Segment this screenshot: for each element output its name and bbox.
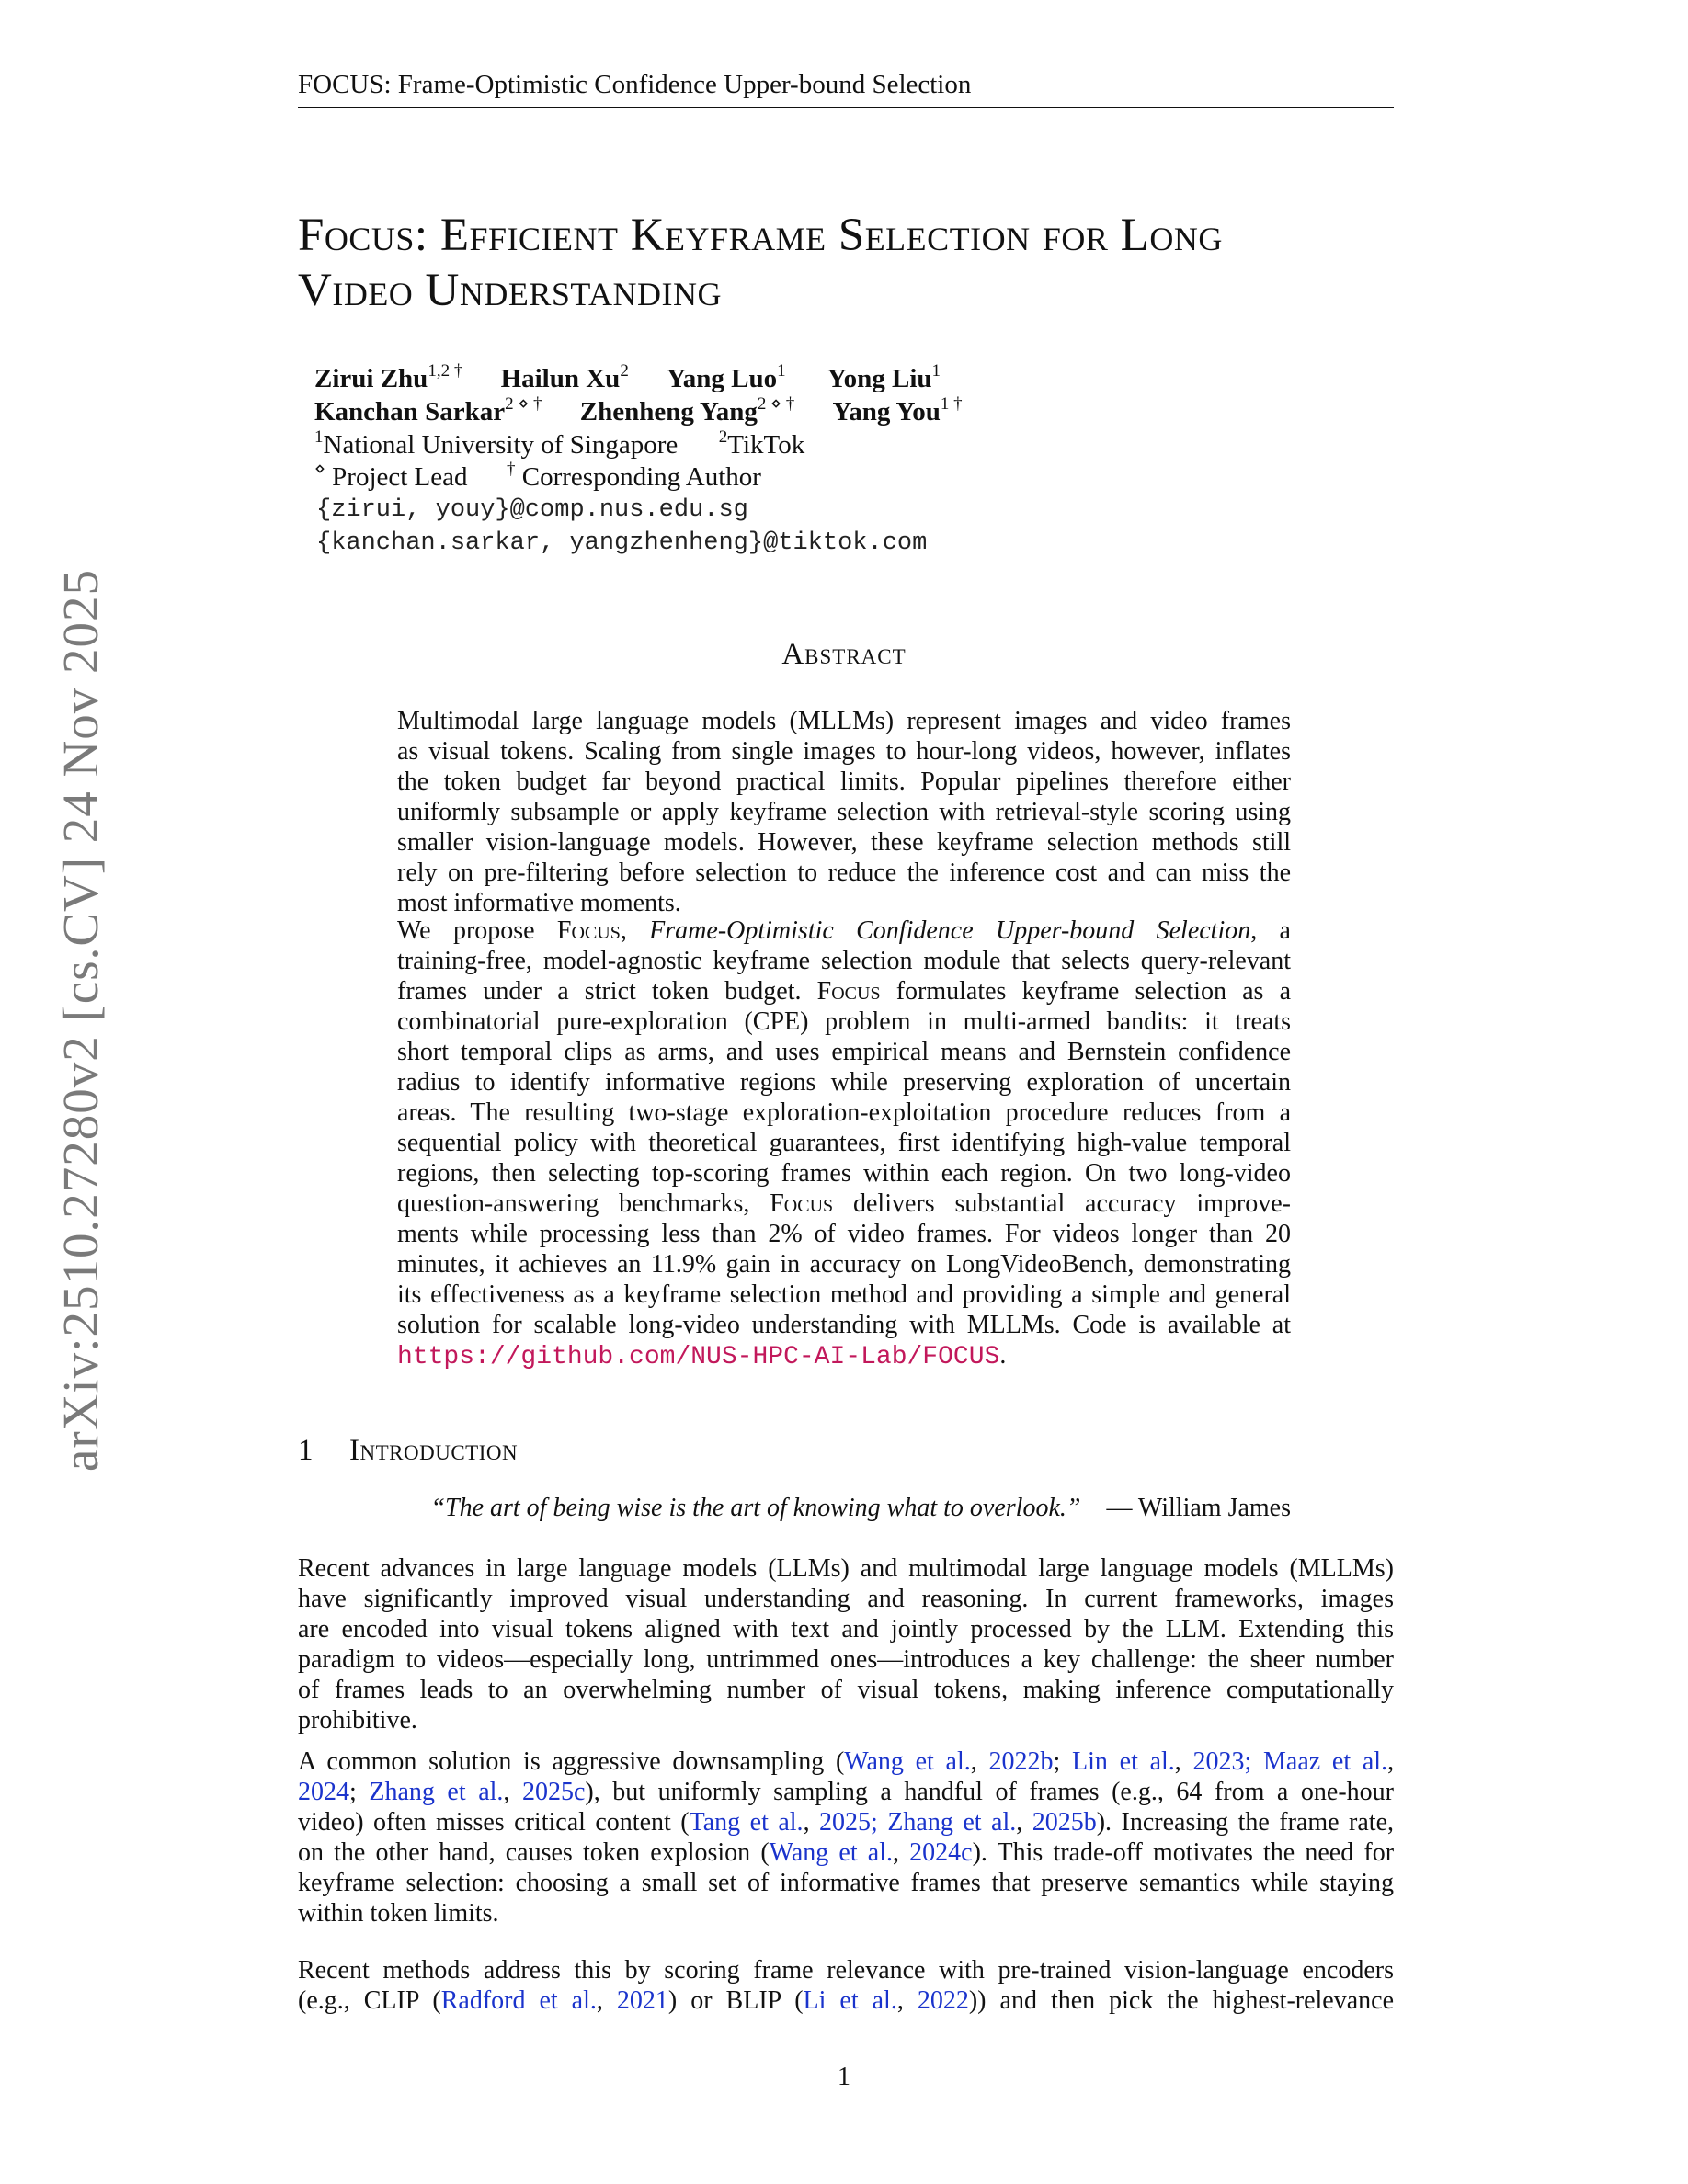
title-line-2: Video Understanding — [298, 265, 722, 316]
citation-link[interactable]: Zhang et al. — [369, 1778, 504, 1806]
running-header: FOCUS: Frame-Optimistic Confidence Upper-bound Selection — [298, 70, 972, 99]
arxiv-stamp: arXiv:2510.27280v2 [cs.CV] 24 Nov 2025 — [52, 568, 108, 1473]
author: Yong Liu$^1$ — [827, 361, 941, 393]
author: Yang Luo$^1$ — [667, 361, 786, 393]
author-line-1 — [314, 361, 941, 394]
author-roles: ⋄ Project Lead † Corresponding Author — [314, 460, 761, 492]
citation-link[interactable]: 2025c — [521, 1778, 586, 1806]
section-title: Introduction — [349, 1434, 519, 1467]
citation-link[interactable]: 2022b — [988, 1747, 1054, 1776]
page-number: 1 — [838, 2063, 850, 2091]
title-line-1: Focus: Efficient Keyframe Selection for Long — [298, 210, 1223, 261]
citation-link[interactable]: Li et al. — [803, 1986, 897, 2015]
author: Zirui Zhu$^{1,2 \dagger}$ — [314, 361, 463, 393]
epigraph — [397, 1494, 1291, 1523]
abstract-paragraph-1: Multimodal large language models (MLLMs) represent images and video frames as visual tokens. Scaling from single images to hour-long videos, however, inflates the token budget far beyond practical limits. Popular pipelines therefore either uniformly subsample or apply keyframe selection with retrieval-style scoring using smaller vision-language models. However, these keyframe selection methods still rely on pre-filtering before selection to reduce the inference cost and can miss the most informative moments. — [397, 707, 1291, 917]
citation-link[interactable]: Zhang et al. — [887, 1808, 1017, 1837]
citation-link[interactable]: 2024 — [298, 1778, 349, 1806]
author-line-2 — [314, 394, 963, 427]
citation-link[interactable]: Maaz et al. — [1263, 1747, 1388, 1776]
section-number: 1 — [298, 1434, 314, 1467]
abstract-heading: Abstract — [781, 638, 907, 671]
citation-link[interactable]: 2023 — [1192, 1747, 1245, 1776]
epigraph-quote: “The art of being wise is the art of knowing what to overlook.” — [430, 1494, 1081, 1522]
intro-paragraph-2: A common solution is aggressive downsampling (Wang et al., 2022b; Lin et al., 2023; Maaz et al., 2024; Zhang et al., 2025c), but uniformly sampling a handful of frames (e.g., 64 from a one-hour video) often misses critical content (Tang et al., 2025; Zhang et al., 2025b). Increasing the frame rate, on the other hand, causes token explosion (Wang et al., 2024c). This trade-off motivates the need for keyframe selection: choosing a small set of informative frames that preserve semantics while staying within token limits. — [298, 1747, 1395, 1928]
abstract-paragraph-2: We propose Focus, Frame-Optimistic Confidence Upper-bound Selection, a training-free, model-agnostic keyframe selection module that selects query-relevant frames under a strict token budget. Focus formulates keyframe selection as a combinatorial pure-exploration (CPE) problem in multi-armed bandits: it treats short temporal clips as arms, and uses empirical means and Bernstein confidence radius to identify informative regions while preserving exploration of uncertain areas. The resulting two-stage exploration-exploitation procedure reduces from a sequential policy with theoretical guarantees, first identifying high-value temporal regions, then selecting top-scoring frames within each region. On two long-video question-answering benchmarks, Focus delivers substantial accuracy improve- ments while processing less than 2% of video frames. For videos longer than 20 minutes, it achieves an 11.9% gain in accuracy on LongVideoBench, demonstrating its effectiveness as a keyframe selection method and providing a simple and general solution for scalable long-video understanding with MLLMs. Code is available at https://github.com/NUS-HPC-AI-Lab/FOCUS. — [397, 916, 1292, 1371]
email-tiktok[interactable]: {kanchan.sarkar, yangzhenheng}@tiktok.com — [316, 529, 928, 557]
focus-name: Focus — [556, 916, 621, 945]
citation-link[interactable]: 2025 — [819, 1808, 872, 1837]
citation-link[interactable]: Wang et al. — [844, 1747, 971, 1776]
citation-link[interactable]: 2024c — [909, 1838, 973, 1867]
intro-heading — [298, 1434, 518, 1468]
author: Kanchan Sarkar$^{2 ⋄ \dagger}$ — [314, 394, 542, 427]
code-url-link[interactable]: https://github.com/NUS-HPC-AI-Lab/FOCUS — [397, 1343, 1000, 1371]
author: Yang You$^{1 \dagger}$ — [832, 394, 963, 427]
citation-link[interactable]: 2022 — [917, 1986, 969, 2015]
epigraph-author: — William James — [1106, 1494, 1291, 1522]
citation-link[interactable]: Radford et al. — [440, 1986, 597, 2015]
focus-name: Focus — [816, 977, 881, 1006]
email-nus[interactable]: {zirui, youy}@comp.nus.edu.sg — [316, 496, 748, 524]
citation-link[interactable]: 2021 — [616, 1986, 668, 2015]
paper-title — [298, 208, 1401, 318]
intro-paragraph-1: Recent advances in large language models (LLMs) and multimodal large language models (MLLMs) have significantly improved visual understanding and reasoning. In current frameworks, images are encoded into visual tokens aligned with text and jointly processed by the LLM. Extending this paradigm to videos—especially long, untrimmed ones—introduces a key challenge: the sheer number of frames leads to an overwhelming number of visual tokens, making inference computationally prohibitive. — [298, 1554, 1394, 1735]
author: Zhenheng Yang$^{2 ⋄ \dagger}$ — [579, 394, 795, 427]
header-rule — [298, 107, 1394, 108]
affiliations: $^1$National University of Singapore $^2$TikTok — [314, 427, 805, 460]
citation-link[interactable]: 2025b — [1032, 1808, 1097, 1837]
citation-link[interactable]: Tang et al. — [689, 1808, 804, 1837]
focus-name: Focus — [770, 1189, 834, 1218]
citation-link[interactable]: Lin et al. — [1072, 1747, 1175, 1776]
author: Hailun Xu$^2$ — [500, 361, 629, 393]
citation-link[interactable]: Wang et al. — [769, 1838, 893, 1867]
intro-paragraph-3: Recent methods address this by scoring frame relevance with pre-trained vision-language encoders (e.g., CLIP (Radford et al., 2021) or BLIP (Li et al., 2022)) and then pick the highest-relevance — [298, 1956, 1395, 2015]
